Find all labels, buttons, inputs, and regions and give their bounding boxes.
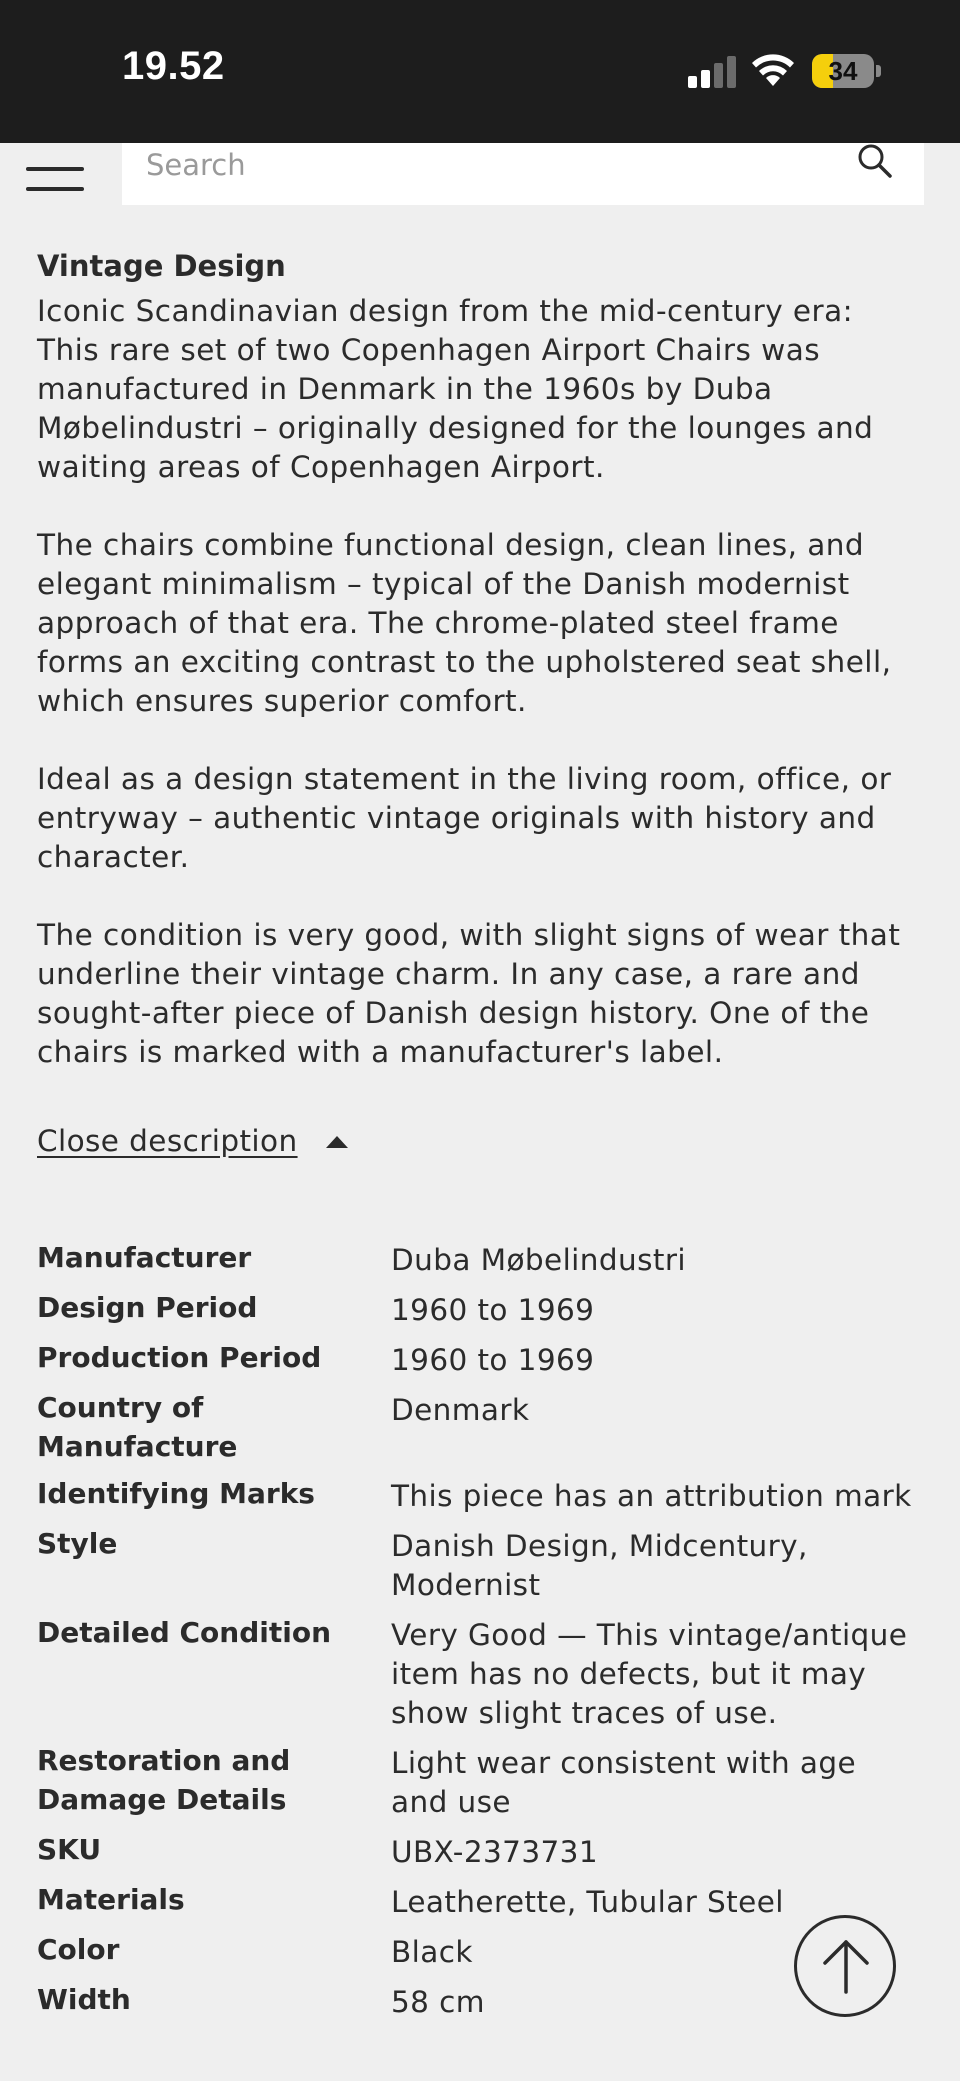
spec-value: 1960 to 1969 xyxy=(391,1343,595,1377)
spec-value: Danish Design, Midcentury, Modernist xyxy=(391,1529,808,1602)
spec-row-style xyxy=(37,1524,917,1605)
wifi-icon xyxy=(752,52,794,88)
cellular-signal-icon xyxy=(688,56,738,88)
spec-value: Black xyxy=(391,1935,473,1969)
spec-row-detailed-condition xyxy=(37,1613,917,1733)
close-description-label: Close description xyxy=(37,1124,298,1158)
product-specifications xyxy=(37,1238,917,2030)
spec-label: Production Period xyxy=(37,1341,322,1374)
hamburger-menu-icon[interactable] xyxy=(26,153,84,193)
search-box xyxy=(122,143,924,205)
spec-label: Manufacturer xyxy=(37,1241,252,1274)
status-time: 19.52 xyxy=(122,44,225,88)
spec-value: Light wear consistent with age and use xyxy=(391,1746,857,1819)
spec-row-production-period xyxy=(37,1338,917,1380)
description-paragraph: Ideal as a design statement in the living room, office, or entryway – authentic vintage originals with history and character. xyxy=(37,762,892,874)
spec-label: Restoration and Damage Details xyxy=(37,1744,291,1816)
spec-row-sku xyxy=(37,1830,917,1872)
spec-label: Materials xyxy=(37,1883,185,1916)
spec-value: Very Good — This vintage/antique item has no defects, but it may show slight traces of use. xyxy=(391,1618,908,1730)
scroll-to-top-button[interactable] xyxy=(794,1915,896,2017)
spec-label: Width xyxy=(37,1983,131,2016)
spec-row-manufacturer xyxy=(37,1238,917,1280)
battery-charging-icon xyxy=(812,54,882,88)
spec-row-design-period xyxy=(37,1288,917,1330)
spec-label: Identifying Marks xyxy=(37,1477,315,1510)
product-description xyxy=(37,240,917,1161)
arrow-up-icon xyxy=(821,1938,871,1994)
spec-value: 1960 to 1969 xyxy=(391,1293,595,1327)
description-paragraph: The chairs combine functional design, clean lines, and elegant minimalism – typical of the Danish modernist approach of that era. The chrome-plated steel frame forms an exciting contrast to the upholstered seat shell, which ensures superior comfort. xyxy=(37,528,892,718)
spec-value: Denmark xyxy=(391,1393,530,1427)
battery-level-text: 34 xyxy=(828,56,858,86)
spec-row-materials xyxy=(37,1880,917,1922)
spec-value: This piece has an attribution mark xyxy=(391,1479,912,1513)
spec-row-identifying-marks xyxy=(37,1474,917,1516)
spec-row-width xyxy=(37,1980,917,2022)
spec-label: Country of Manufacture xyxy=(37,1391,238,1463)
close-description-link[interactable] xyxy=(37,1121,350,1161)
spec-row-restoration-damage xyxy=(37,1741,917,1822)
spec-label: Design Period xyxy=(37,1291,258,1324)
caret-up-icon xyxy=(324,1133,350,1149)
spec-label: Color xyxy=(37,1933,120,1966)
spec-value: Leatherette, Tubular Steel xyxy=(391,1885,784,1919)
spec-label: Detailed Condition xyxy=(37,1616,331,1649)
spec-row-country-of-manufacture xyxy=(37,1388,917,1466)
search-icon[interactable] xyxy=(854,143,894,183)
spec-value: Duba Møbelindustri xyxy=(391,1243,686,1277)
description-paragraph: Iconic Scandinavian design from the mid-century era: This rare set of two Copenhagen Airport Chairs was manufactured in Denmark in the 1960s by Duba Møbelindustri – originally designed for the lounges and waiting areas of Copenhagen Airport. xyxy=(37,294,874,484)
description-heading: Vintage Design xyxy=(37,249,286,283)
header xyxy=(0,143,960,205)
search-input[interactable] xyxy=(146,143,826,187)
spec-label: SKU xyxy=(37,1833,102,1866)
spec-value: UBX-2373731 xyxy=(391,1835,598,1869)
description-paragraph: The condition is very good, with slight signs of wear that underline their vintage charm. In any case, a rare and sought-after piece of Danish design history. One of the chairs is marked with a manufacturer's label. xyxy=(37,918,901,1069)
spec-label: Style xyxy=(37,1527,118,1560)
spec-row-color xyxy=(37,1930,917,1972)
status-bar xyxy=(0,0,960,143)
spec-value: 58 cm xyxy=(391,1985,485,2019)
